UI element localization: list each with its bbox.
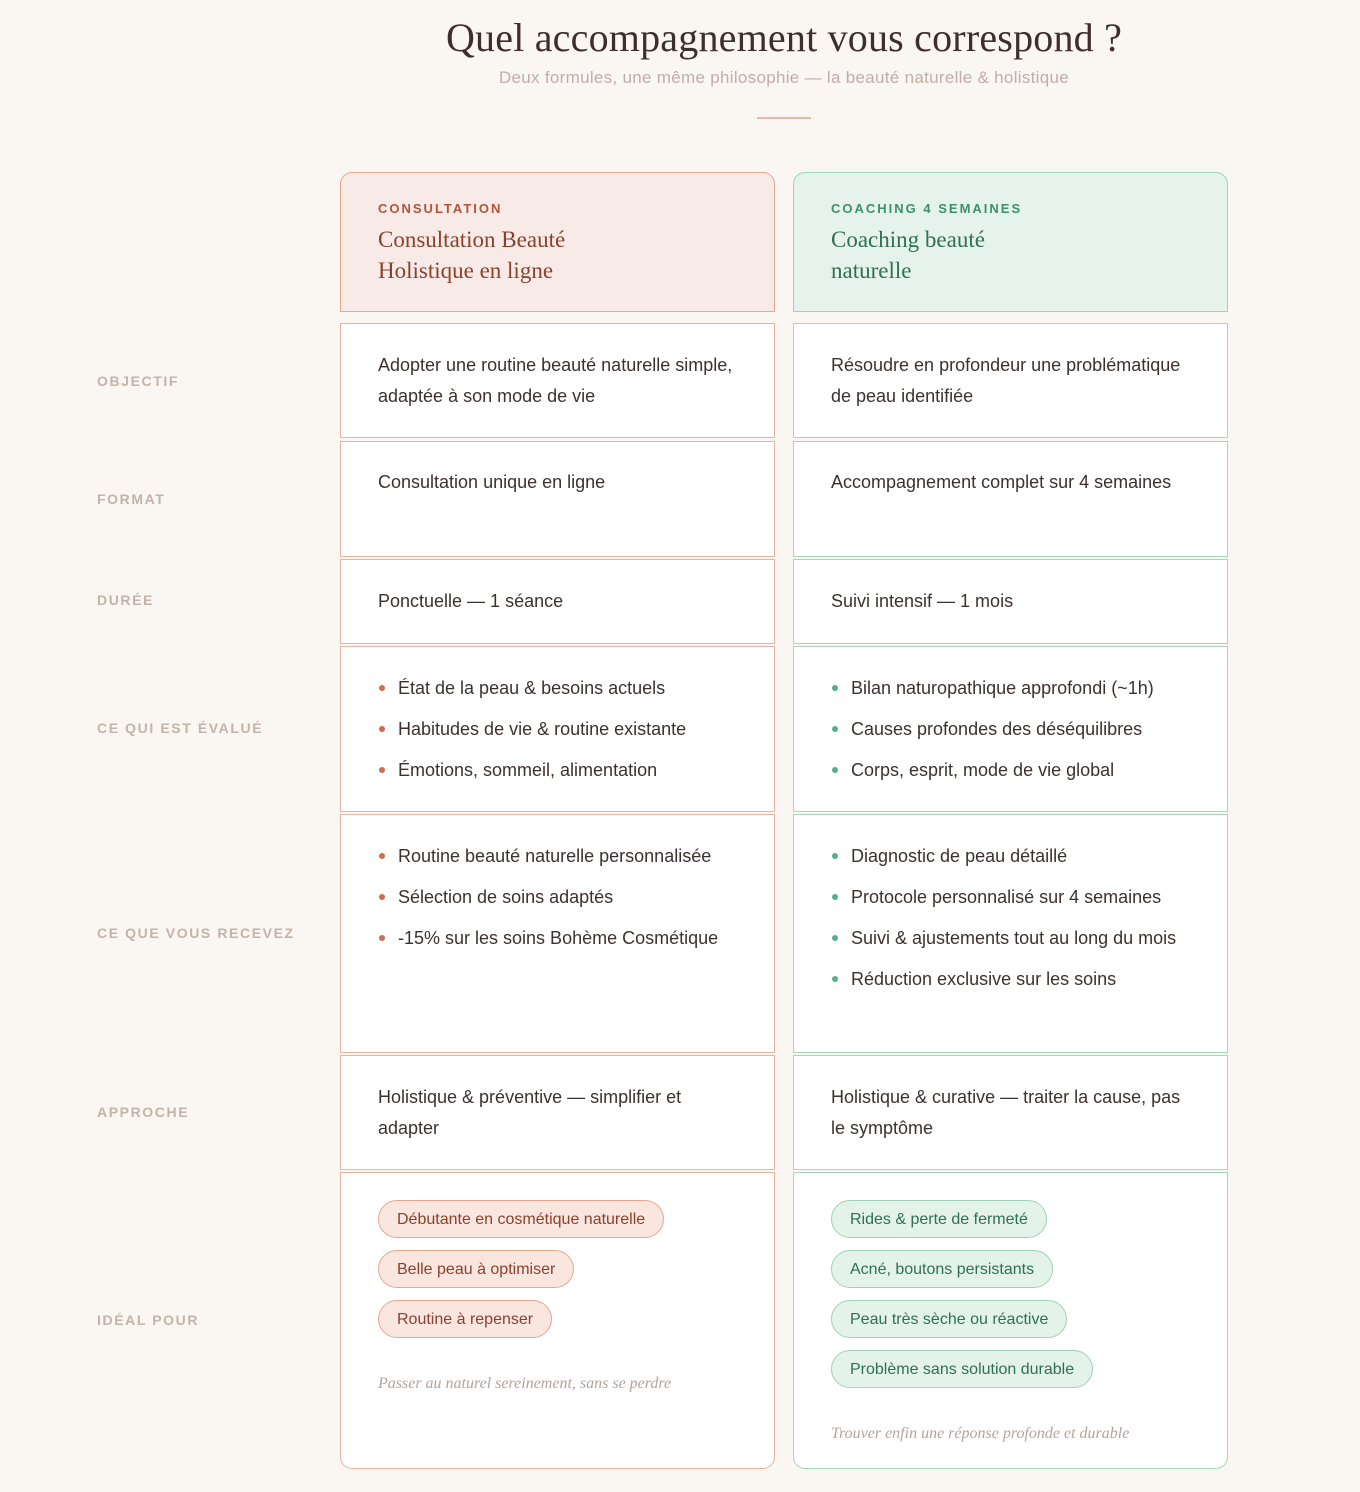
consultation-objectif: Adopter une routine beauté naturelle simple, adaptée à son mode de vie [340, 323, 775, 438]
row-label-approche: APPROCHE [97, 1104, 190, 1120]
title-divider [757, 117, 811, 119]
page-title: Quel accompagnement vous correspond ? [445, 15, 1123, 60]
ideal-tag: Peau très sèche ou réactive [831, 1300, 1067, 1338]
coaching-approche: Holistique & curative — traiter la cause, pas le symptôme [793, 1055, 1228, 1170]
consultation-tagline: Passer au naturel sereinement, sans se perdre [378, 1375, 672, 1392]
ideal-tag: Rides & perte de fermeté [831, 1200, 1047, 1238]
row-label-duree: DURÉE [97, 592, 155, 608]
consultation-header [340, 172, 775, 312]
coaching-duree: Suivi intensif — 1 mois [793, 559, 1228, 644]
list-item: État de la peau & besoins actuels [378, 673, 738, 704]
list-item: -15% sur les soins Bohème Cosmétique [378, 923, 738, 954]
coaching-evalue [793, 646, 1228, 812]
coaching-objectif: Résoudre en profondeur une problématique de peau identifiée [793, 323, 1228, 438]
list-item: Bilan naturopathique approfondi (~1h) [831, 673, 1191, 704]
row-label-objectif: OBJECTIF [97, 373, 180, 389]
ideal-tag: Débutante en cosmétique naturelle [378, 1200, 664, 1238]
list-item: Émotions, sommeil, alimentation [378, 755, 738, 786]
coaching-tagline: Trouver enfin une réponse profonde et durable [831, 1425, 1130, 1442]
row-label-evalue: CE QUI EST ÉVALUÉ [97, 720, 264, 736]
consultation-format: Consultation unique en ligne [340, 441, 775, 557]
list-item: Protocole personnalisé sur 4 semaines [831, 882, 1191, 913]
coaching-ideal [793, 1172, 1228, 1469]
row-label-recevez: CE QUE VOUS RECEVEZ [97, 925, 295, 941]
list-item: Habitudes de vie & routine existante [378, 714, 738, 745]
list-item: Réduction exclusive sur les soins [831, 964, 1191, 995]
coaching-name: Coaching beauté naturelle [831, 227, 985, 283]
consultation-recevez [340, 814, 775, 1053]
list-item: Diagnostic de peau détaillé [831, 841, 1191, 872]
ideal-tag: Acné, boutons persistants [831, 1250, 1053, 1288]
list-item: Corps, esprit, mode de vie global [831, 755, 1191, 786]
consultation-duree: Ponctuelle — 1 séance [340, 559, 775, 644]
list-item: Causes profondes des déséquilibres [831, 714, 1191, 745]
coaching-recevez [793, 814, 1228, 1053]
ideal-tag: Belle peau à optimiser [378, 1250, 574, 1288]
ideal-tag: Problème sans solution durable [831, 1350, 1093, 1388]
ideal-tag: Routine à repenser [378, 1300, 552, 1338]
consultation-evalue [340, 646, 775, 812]
list-item: Sélection de soins adaptés [378, 882, 738, 913]
consultation-name: Consultation Beauté Holistique en ligne [378, 227, 566, 283]
row-label-ideal: IDÉAL POUR [97, 1312, 200, 1328]
consultation-ideal [340, 1172, 775, 1469]
page-subtitle: Deux formules, une même philosophie — la beauté naturelle & holistique [498, 68, 1070, 87]
consultation-eyebrow: CONSULTATION [378, 201, 503, 216]
row-label-format: FORMAT [97, 491, 166, 507]
list-item: Routine beauté naturelle personnalisée [378, 841, 738, 872]
coaching-eyebrow: COACHING 4 SEMAINES [831, 201, 1023, 216]
list-item: Suivi & ajustements tout au long du mois [831, 923, 1191, 954]
consultation-approche: Holistique & préventive — simplifier et adapter [340, 1055, 775, 1170]
coaching-format: Accompagnement complet sur 4 semaines [793, 441, 1228, 557]
coaching-header [793, 172, 1228, 312]
